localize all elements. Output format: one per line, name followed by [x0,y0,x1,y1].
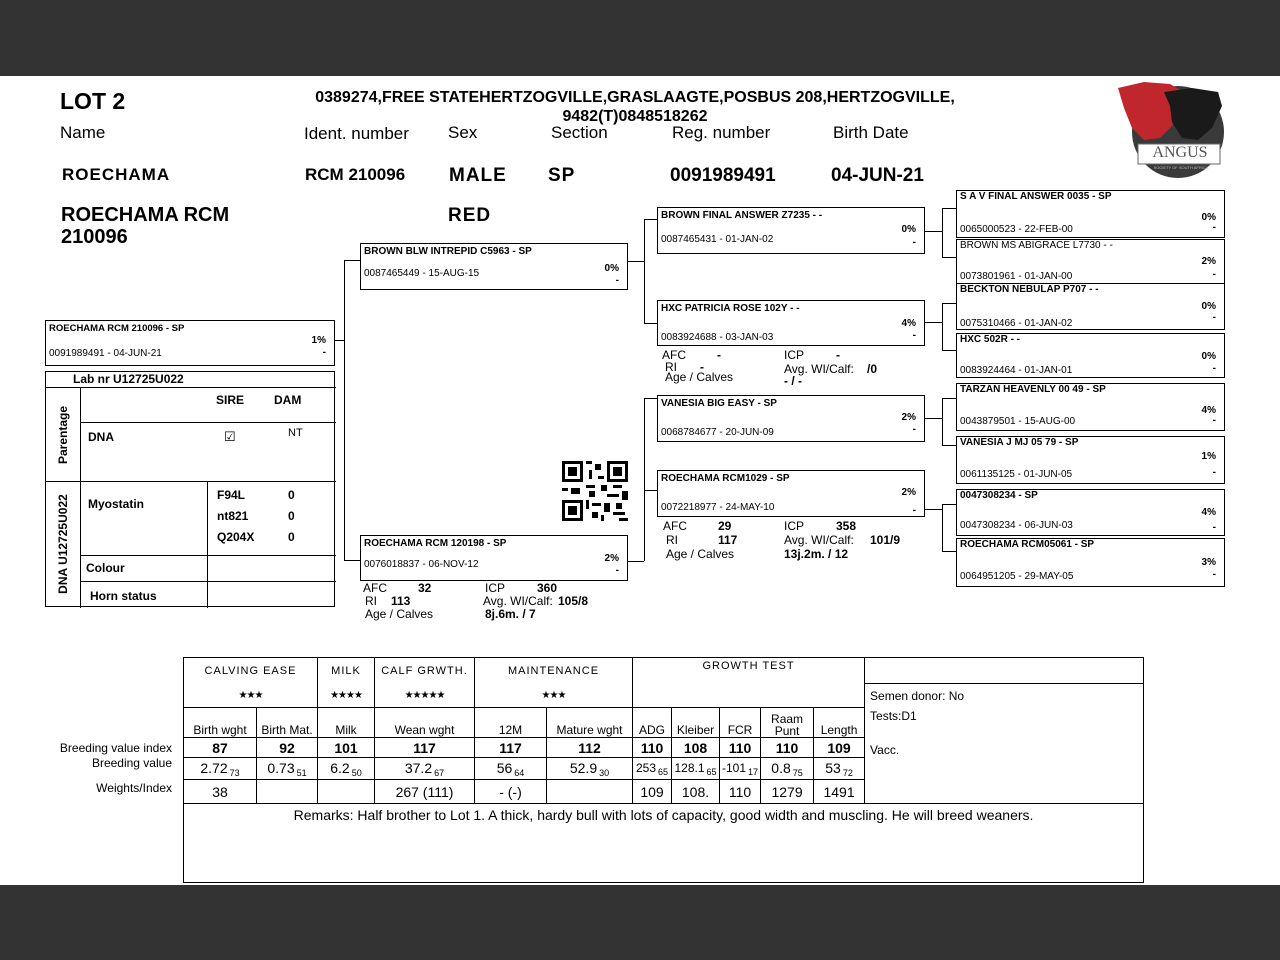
age-label: Age / Calves [665,370,734,384]
section-label: Section [551,123,608,142]
ri-label: RI [665,360,677,374]
ggp-name: ROECHAMA RCM05061 - SP [960,539,1095,550]
sex-label: Sex [448,123,478,142]
vacc: Vacc. [870,743,900,757]
bv-cell: -101 $_{17}$ [720,758,761,780]
ggp-name: S A V FINAL ANSWER 0035 - SP [960,191,1112,202]
weight-cell: - (-) [475,780,547,804]
pedigree-page [0,76,1280,885]
col-fcr: FCR [720,708,761,738]
avg-label: Avg. WI/Calf: [784,362,854,376]
afc-label: AFC [363,581,387,595]
great-grandparent-box [956,239,1225,285]
gp-inbreeding: 0% [901,224,916,235]
index-cell: 110 [633,738,672,758]
avg-label: Avg. WI/Calf: [784,533,854,547]
gp-reg: 0068784677 - 20-JUN-09 [661,427,774,438]
ri-value: 117 [718,533,738,547]
animal-box [45,320,335,366]
great-grandparent-box [956,538,1225,587]
gp-name: ROECHAMA RCM1029 - SP [661,473,790,484]
ident-label: Ident. number [304,124,409,143]
avg-value: 101/9 [870,533,901,547]
ggp-inbreeding: 4% [1201,405,1216,416]
dam-name: ROECHAMA RCM 120198 - SP [364,538,507,549]
myostatin-codes [217,485,254,548]
ri-value: - [700,360,704,374]
bv-cell: 56 $_{64}$ [475,758,547,780]
ri-label: RI [666,533,678,547]
afc-label: AFC [662,348,686,362]
icp-label: ICP [784,519,805,533]
ggp-name: 0047308234 - SP [960,490,1038,501]
bv-cell: 0.8 $_{75}$ [761,758,814,780]
gp-name: HXC PATRICIA ROSE 102Y - - [661,303,800,314]
myostatin-label: Myostatin [88,497,145,511]
ggp-inbreeding: 1% [1201,451,1216,462]
row-label-index: Breeding value index [59,741,172,755]
avg-value: 105/8 [558,594,589,608]
icp-value: - [836,348,840,362]
col-birth-wght: Birth wght [184,708,257,738]
great-grandparent-box [956,333,1225,378]
ggp-reg: 0083924464 - 01-JAN-01 [960,365,1073,376]
tests: Tests:D1 [870,709,917,723]
ggp-dash: - [1212,522,1216,533]
icp-label: ICP [784,348,805,362]
semen-header-cell [865,658,1144,684]
gp-name: VANESIA BIG EASY - SP [661,398,777,409]
lab-dam-header: DAM [274,393,302,407]
gp-inbreeding: 4% [901,318,916,329]
stars-calf-growth: ★★★★★ [375,684,475,708]
gp-reg: 0083924688 - 03-JAN-03 [661,332,774,343]
group-milk: MILK [318,658,375,684]
remarks: Remarks: Half brother to Lot 1. A thick, hardy bull with lots of capacity, good width and muscling. He will breed weaners. [184,804,1144,883]
age-value: - / - [784,374,802,388]
ggp-inbreeding: 0% [1201,351,1216,362]
weight-cell: 108. [672,780,720,804]
gp-inbreeding: 2% [901,487,916,498]
semen-donor: Semen donor: No [870,689,965,703]
ri-label: RI [365,594,377,608]
col-raam-punt: Raam Punt [761,708,814,738]
myo-code: nt821 [217,509,249,523]
ident-value: RCM 210096 [305,165,406,184]
parentage-label: Parentage [56,405,70,465]
dam-box [360,535,628,581]
stars-calving-ease: ★★★ [184,684,318,708]
great-grandparent-box [956,436,1225,484]
birth-value: 04-JUN-21 [831,165,924,186]
dam-inbreeding: 2% [604,553,619,564]
colour-label: Colour [86,561,125,575]
ggp-reg: 0075310466 - 01-JAN-02 [960,318,1073,329]
sire-box [360,243,628,290]
ggp-inbreeding: 0% [1201,212,1216,223]
gp-dam-stats [662,348,922,390]
ggp-reg: 0043879501 - 15-AUG-00 [960,416,1076,427]
lab-sire-header: SIRE [216,393,245,407]
stars-maintenance: ★★★ [475,684,633,708]
ggp-name: HXC 502R - - [960,334,1021,345]
lab-table [45,371,335,607]
weight-cell: 110 [720,780,761,804]
great-grandparent-box [956,489,1225,536]
animal-inbreeding: 1% [311,335,326,346]
weight-cell: 1491 [814,780,865,804]
index-cell: 112 [547,738,633,758]
group-calf-growth: CALF GRWTH. [375,658,475,684]
grandparent-box [657,300,925,346]
ggp-inbreeding: 3% [1201,557,1216,568]
col-milk: Milk [318,708,375,738]
age-label: Age / Calves [365,607,434,621]
great-grandparent-box [956,283,1225,330]
animal-name: ROECHAMA RCM 210096 - SP [49,323,185,334]
avg-label: Avg. WI/Calf: [483,594,553,608]
icp-value: 358 [836,519,857,533]
section-value: SP [548,165,576,186]
col-length: Length [814,708,865,738]
lot-number: LOT 2 [60,88,126,114]
col-adg: ADG [633,708,672,738]
sire-dna-check-icon: ☑ [224,429,236,444]
ebv-table [183,657,1144,883]
bv-cell: 37.2 $_{67}$ [375,758,475,780]
horn-status-label: Horn status [90,589,157,603]
weight-cell: 109 [633,780,672,804]
ggp-dash: - [1212,312,1216,323]
dna-label: DNA [88,430,114,444]
col-birth-mat: Birth Mat. [257,708,318,738]
animal-dash: - [322,347,326,358]
bv-cell: 0.73 $_{51}$ [257,758,318,780]
dam-dash: - [615,565,619,576]
age-value: 8j.6m. / 7 [485,607,536,621]
sire-dash: - [615,275,619,286]
ggp-name: VANESIA J MJ 05 79 - SP [960,437,1079,448]
col-wean-wght: Wean wght [375,708,475,738]
weight-cell [318,780,375,804]
grandparent-box [657,207,925,254]
ggp-dash: - [1212,467,1216,478]
afc-value: 29 [718,519,732,533]
name-value: ROECHAMA [62,165,171,184]
great-grandparent-box [956,190,1225,238]
gp-dash: - [912,330,916,341]
full-name: ROECHAMA RCM 210096 [61,204,230,248]
row-label-bv: Breeding value [91,756,172,770]
gp-dash: - [912,505,916,516]
index-cell: 110 [761,738,814,758]
index-cell: 117 [475,738,547,758]
afc-value: 32 [418,581,432,595]
sire-reg: 0087465449 - 15-AUG-15 [364,268,480,279]
myo-code: F94L [217,488,246,502]
group-growth-test: GROWTH TEST [633,658,865,708]
angus-logo [1114,78,1228,182]
gp-dam-stats [663,519,923,563]
gp-reg: 0072218977 - 24-MAY-10 [661,502,775,513]
bv-cell: 128.1 $_{65}$ [672,758,720,780]
dna-side-label: DNA U12725U022 [56,494,70,594]
index-cell: 87 [184,738,257,758]
ggp-reg: 0064951205 - 29-MAY-05 [960,571,1074,582]
icp-label: ICP [485,581,506,595]
animal-reg: 0091989491 - 04-JUN-21 [49,348,162,359]
ggp-name: BROWN MS ABIGRACE L7730 - - [960,240,1113,251]
ggp-inbreeding: 0% [1201,301,1216,312]
ri-value: 113 [391,594,411,608]
ggp-reg: 0065000523 - 22-FEB-00 [960,224,1073,235]
index-cell: 92 [257,738,318,758]
ggp-inbreeding: 2% [1201,256,1216,267]
gp-inbreeding: 2% [901,412,916,423]
dam-stats [363,581,633,623]
weight-cell: 1279 [761,780,814,804]
sire-name: BROWN BLW INTREPID C5963 - SP [364,246,532,257]
weight-cell: 38 [184,780,257,804]
index-cell: 108 [672,738,720,758]
ggp-dash: - [1212,222,1216,233]
weight-cell: 267 (111) [375,780,475,804]
afc-value: - [717,348,721,362]
address-line-1: 0389274,FREE STATEHERTZOGVILLE,GRASLAAGTE,POSBUS 208,HERTZOGVILLE, [315,89,955,106]
semen-info-cell [865,684,1144,804]
reg-value: 0091989491 [670,165,776,186]
logo-subtext: SOCIETY OF SOUTH AFRICA [1153,165,1209,170]
dam-reg: 0076018837 - 06-NOV-12 [364,559,479,570]
afc-label: AFC [663,519,687,533]
ggp-dash: - [1212,363,1216,374]
grandparent-box [657,470,925,517]
gp-name: BROWN FINAL ANSWER Z7235 - - [661,210,823,221]
age-value: 13j.2m. / 12 [784,547,849,561]
index-cell: 117 [375,738,475,758]
great-grandparent-box [956,383,1225,431]
ggp-reg: 0047308234 - 06-JUN-03 [960,520,1073,531]
myo-value: 0 [288,530,295,544]
avg-value: /0 [867,362,878,376]
gp-reg: 0087465431 - 01-JAN-02 [661,234,774,245]
index-cell: 101 [318,738,375,758]
group-maintenance: MAINTENANCE [475,658,633,684]
sex-value: MALE [449,165,507,186]
lab-number: Lab nr U12725U022 [73,372,184,386]
breeder-address [270,88,1000,126]
weight-cell [547,780,633,804]
myo-code: Q204X [217,530,255,544]
group-calving-ease: CALVING EASE [184,658,318,684]
col-kleiber: Kleiber [672,708,720,738]
name-label: Name [60,123,106,142]
grandparent-box [657,395,925,442]
sire-inbreeding: 0% [604,263,619,274]
bv-cell: 52.9 $_{30}$ [547,758,633,780]
index-cell: 110 [720,738,761,758]
row-label-weights: Weights/Index [96,781,172,795]
colour-value: RED [448,205,492,226]
index-cell: 109 [814,738,865,758]
birth-label: Birth Date [833,123,909,142]
age-label: Age / Calves [666,547,735,561]
ggp-name: TARZAN HEAVENLY 00 49 - SP [960,384,1106,395]
dam-dna-value: NT [288,427,303,439]
gp-dash: - [912,237,916,248]
stars-milk: ★★★★ [318,684,375,708]
address-line-2: 9482(T)0848518262 [562,108,708,125]
reg-label: Reg. number [672,123,771,142]
logo-text: ANGUS [1152,144,1208,161]
bv-cell: 6.2 $_{50}$ [318,758,375,780]
col-mature-wght: Mature wght [547,708,633,738]
qr-code [562,461,628,521]
ggp-dash: - [1212,415,1216,426]
ggp-dash: - [1212,569,1216,580]
col-12m: 12M [475,708,547,738]
ggp-dash: - [1212,269,1216,280]
bv-cell: 253 $_{65}$ [633,758,672,780]
myo-value: 0 [288,488,295,502]
ggp-reg: 0073801961 - 01-JAN-00 [960,271,1073,282]
ggp-name: BECKTON NEBULAP P707 - - [960,284,1099,295]
ggp-reg: 0061135125 - 01-JUN-05 [960,469,1073,480]
bv-cell: 53 $_{72}$ [814,758,865,780]
ggp-inbreeding: 4% [1201,507,1216,518]
bv-cell: 2.72 $_{73}$ [184,758,257,780]
weight-cell [257,780,318,804]
myostatin-values [288,485,295,548]
icp-value: 360 [537,581,558,595]
myo-value: 0 [288,509,295,523]
gp-dash: - [912,424,916,435]
